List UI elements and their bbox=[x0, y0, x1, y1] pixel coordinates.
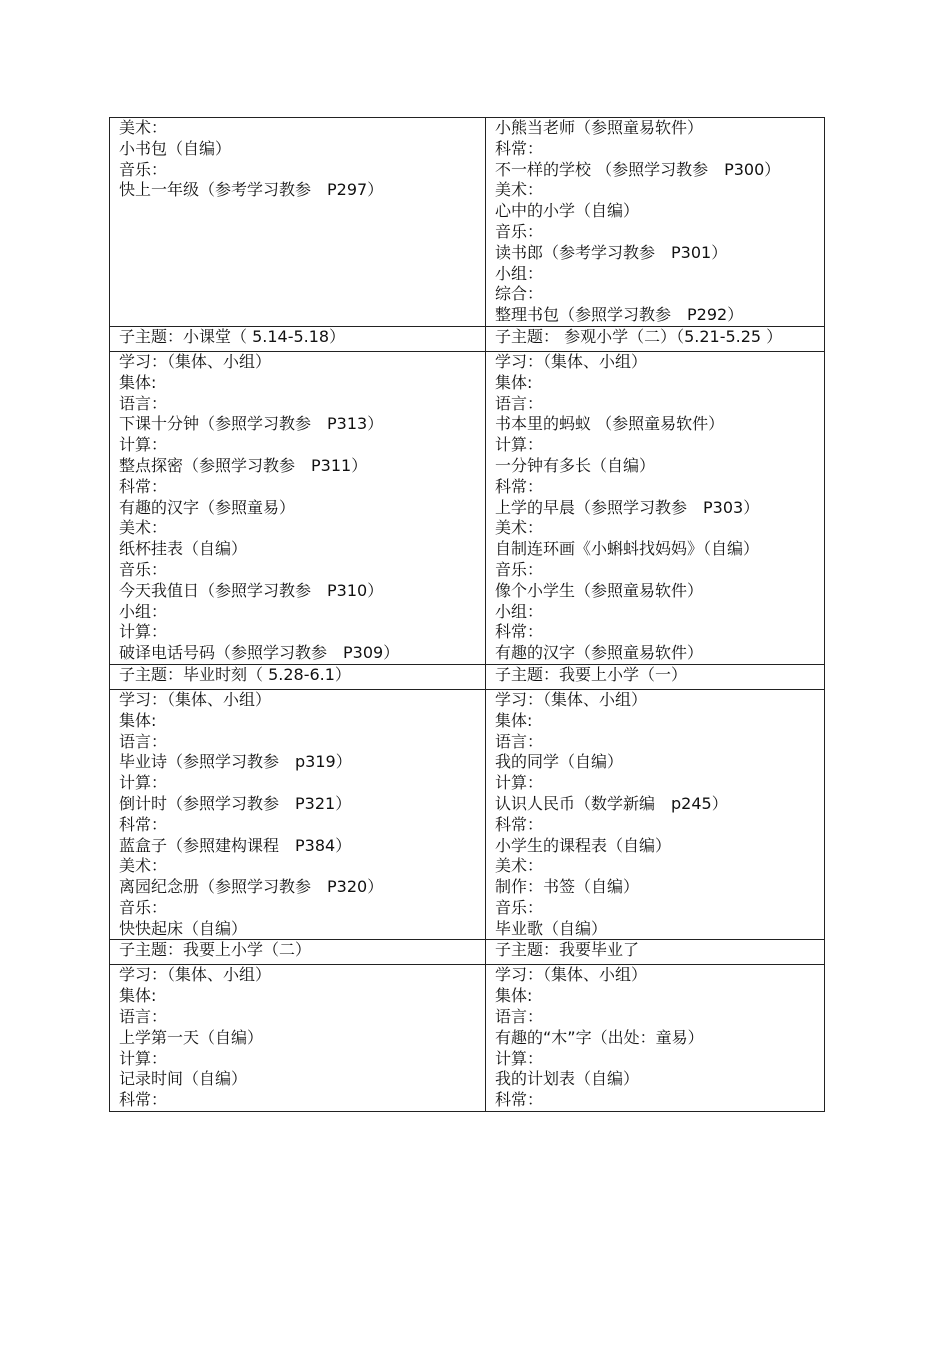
cell-line: 集体: bbox=[119, 986, 157, 1006]
subtopic-header-row bbox=[110, 940, 825, 965]
cell-line: 蓝盒子（参照建构课程 P384） bbox=[119, 835, 352, 855]
table-cell bbox=[486, 689, 825, 940]
cell-line: 我的计划表（自编） bbox=[495, 1069, 640, 1089]
cell-line: 音乐： bbox=[495, 897, 544, 917]
cell-line: 快上一年级（参考学习教参 P297） bbox=[119, 180, 384, 200]
table-cell bbox=[486, 118, 825, 327]
cell-line: 语言： bbox=[119, 1007, 168, 1027]
lesson-plan-table bbox=[109, 117, 825, 1112]
subtopic-header-row bbox=[110, 326, 825, 351]
table-row bbox=[110, 689, 825, 940]
table-row bbox=[110, 965, 825, 1112]
cell-line: 上学第一天（自编） bbox=[119, 1027, 264, 1047]
cell-line: 学习：（集体、小组） bbox=[119, 689, 272, 709]
cell-line: 科常： bbox=[495, 814, 544, 834]
cell-line: 有趣的汉字（参照童易软件） bbox=[495, 643, 704, 663]
cell-line: 计算： bbox=[495, 435, 544, 455]
cell-line: 毕业歌（自编） bbox=[495, 918, 608, 938]
cell-line: 整点探密（参照学习教参 P311） bbox=[119, 455, 368, 475]
table-cell bbox=[486, 351, 825, 664]
cell-line: 科常： bbox=[119, 814, 168, 834]
subtopic-title: 子主题：我要上小学（一） bbox=[486, 664, 825, 689]
cell-line: 音乐： bbox=[495, 221, 544, 241]
cell-line: 语言： bbox=[495, 393, 544, 413]
subtopic-title: 子主题： 参观小学（二）（5.21-5.25 ） bbox=[486, 326, 825, 351]
cell-line: 集体: bbox=[119, 710, 157, 730]
cell-line: 今天我值日（参照学习教参 P310） bbox=[119, 580, 384, 600]
cell-line: 美术： bbox=[495, 180, 544, 200]
cell-line: 整理书包（参照学习教参 P292） bbox=[495, 305, 744, 325]
cell-line: 读书郎（参考学习教参 P301） bbox=[495, 242, 728, 262]
cell-line: 计算： bbox=[119, 1048, 168, 1068]
cell-line: 记录时间（自编） bbox=[119, 1069, 248, 1089]
cell-line: 美术： bbox=[495, 518, 544, 538]
cell-line: 小组： bbox=[495, 601, 544, 621]
cell-line: 纸杯挂表（自编） bbox=[119, 539, 248, 559]
subtopic-title: 子主题：我要毕业了 bbox=[486, 940, 825, 965]
cell-line: 语言： bbox=[495, 731, 544, 751]
cell-line: 音乐： bbox=[119, 559, 168, 579]
cell-line: 有趣的汉字（参照童易） bbox=[119, 497, 296, 517]
subtopic-title: 子主题：小课堂（ 5.14-5.18） bbox=[110, 326, 486, 351]
cell-line: 学习：（集体、小组） bbox=[119, 351, 272, 371]
cell-line: 快快起床（自编） bbox=[119, 918, 248, 938]
cell-line: 破译电话号码（参照学习教参 P309） bbox=[119, 643, 400, 663]
cell-line: 计算： bbox=[119, 435, 168, 455]
cell-line: 毕业诗（参照学习教参 p319） bbox=[119, 752, 352, 772]
cell-line: 不一样的学校 （参照学习教参 P300） bbox=[495, 159, 781, 179]
cell-line: 计算： bbox=[119, 773, 168, 793]
cell-line: 学习：（集体、小组） bbox=[495, 351, 648, 371]
table-cell bbox=[110, 965, 486, 1112]
cell-line: 计算： bbox=[495, 773, 544, 793]
cell-line: 下课十分钟（参照学习教参 P313） bbox=[119, 414, 384, 434]
cell-line: 音乐： bbox=[495, 559, 544, 579]
cell-line: 倒计时（参照学习教参 P321） bbox=[119, 793, 352, 813]
cell-line: 计算： bbox=[119, 622, 168, 642]
table-cell bbox=[110, 118, 486, 327]
cell-line: 学习：（集体、小组） bbox=[495, 689, 648, 709]
cell-line: 离园纪念册（参照学习教参 P320） bbox=[119, 877, 384, 897]
cell-line: 集体: bbox=[495, 710, 533, 730]
cell-line: 科常： bbox=[495, 476, 544, 496]
cell-line: 集体: bbox=[495, 986, 533, 1006]
cell-line: 计算： bbox=[495, 1048, 544, 1068]
cell-line: 小熊当老师（参照童易软件） bbox=[495, 118, 704, 137]
cell-line: 综合： bbox=[495, 284, 544, 304]
cell-line: 美术： bbox=[119, 856, 168, 876]
cell-line: 小书包（自编） bbox=[119, 138, 232, 158]
cell-line: 美术： bbox=[495, 856, 544, 876]
cell-line: 学习：（集体、小组） bbox=[119, 965, 272, 985]
cell-line: 科常： bbox=[119, 1090, 168, 1110]
cell-line: 有趣的“木”字（出处：童易） bbox=[495, 1027, 704, 1047]
cell-line: 我的同学（自编） bbox=[495, 752, 624, 772]
subtopic-title: 子主题：毕业时刻（ 5.28-6.1） bbox=[110, 664, 486, 689]
cell-line: 美术： bbox=[119, 518, 168, 538]
cell-line: 小组： bbox=[119, 601, 168, 621]
cell-line: 集体: bbox=[495, 372, 533, 392]
cell-line: 集体: bbox=[119, 372, 157, 392]
cell-line: 心中的小学（自编） bbox=[495, 201, 640, 221]
cell-line: 像个小学生（参照童易软件） bbox=[495, 580, 704, 600]
cell-line: 科常： bbox=[495, 138, 544, 158]
cell-line: 音乐： bbox=[119, 159, 168, 179]
cell-line: 书本里的蚂蚁 （参照童易软件） bbox=[495, 414, 725, 434]
cell-line: 语言： bbox=[495, 1007, 544, 1027]
cell-line: 科常： bbox=[495, 622, 544, 642]
cell-line: 学习：（集体、小组） bbox=[495, 965, 648, 985]
table-row bbox=[110, 351, 825, 664]
table-cell bbox=[110, 351, 486, 664]
cell-line: 上学的早晨（参照学习教参 P303） bbox=[495, 497, 760, 517]
subtopic-header-row bbox=[110, 664, 825, 689]
table-cell bbox=[486, 965, 825, 1112]
table-row bbox=[110, 118, 825, 327]
cell-line: 认识人民币（数学新编 p245） bbox=[495, 793, 728, 813]
cell-line: 音乐： bbox=[119, 897, 168, 917]
cell-line: 科常： bbox=[119, 476, 168, 496]
table-cell bbox=[110, 689, 486, 940]
cell-line: 自制连环画《小蝌蚪找妈妈》（自编） bbox=[495, 539, 760, 559]
cell-line: 美术： bbox=[119, 118, 168, 137]
cell-line: 语言： bbox=[119, 393, 168, 413]
cell-line: 制作：书签（自编） bbox=[495, 877, 640, 897]
cell-line: 小组： bbox=[495, 263, 544, 283]
cell-line: 一分钟有多长（自编） bbox=[495, 455, 656, 475]
cell-line: 科常： bbox=[495, 1090, 544, 1110]
cell-line: 语言： bbox=[119, 731, 168, 751]
cell-line: 小学生的课程表（自编） bbox=[495, 835, 672, 855]
subtopic-title: 子主题：我要上小学（二） bbox=[110, 940, 486, 965]
